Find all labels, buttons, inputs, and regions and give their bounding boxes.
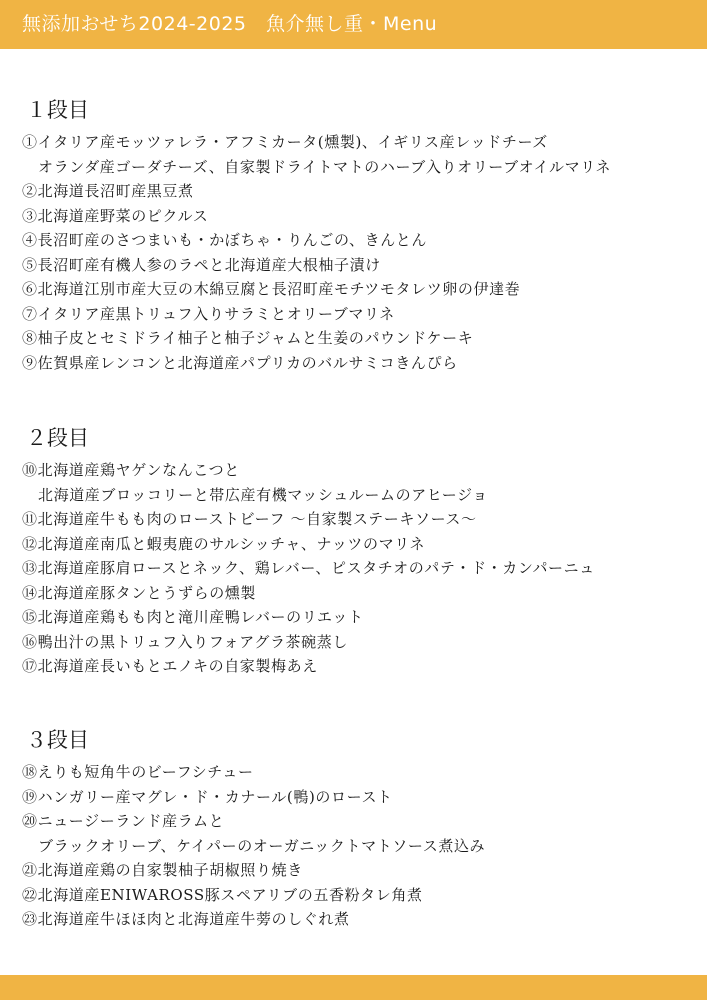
menu-item-continuation: ブラックオリーブ、ケイパーのオーガニックトマトソース煮込み — [38, 836, 486, 855]
menu-item-continuation: オランダ産ゴーダチーズ、自家製ドライトマトのハーブ入りオリーブオイルマリネ — [38, 157, 612, 176]
menu-item: ⑯鴨出汁の黒トリュフ入りフォアグラ茶碗蒸し — [22, 632, 348, 651]
menu-item: ⑫北海道産南瓜と蝦夷鹿のサルシッチャ、ナッツのマリネ — [22, 534, 426, 553]
menu-item-text: ⑳ニュージーランド産ラムと — [22, 812, 225, 830]
menu-item: ⑥北海道江別市産大豆の木綿豆腐と長沼町産モチツモタレツ卵の伊達巻 — [22, 280, 521, 298]
menu-item-continuation: 北海道産ブロッコリーと帯広産有機マッシュルームのアヒージョ — [38, 485, 489, 504]
menu-item-text: ①イタリア産モッツァレラ・アフミカータ(燻製)、イギリス産レッドチーズ — [22, 133, 548, 151]
menu-item: ⑮北海道産鶏もも肉と滝川産鴨レバーのリエット — [22, 608, 364, 626]
menu-item — [22, 458, 595, 507]
menu-list — [22, 130, 611, 375]
section-tier-1 — [22, 96, 611, 375]
menu-item: ⑭北海道産豚タンとうずらの燻製 — [22, 583, 257, 602]
menu-item: ⑧柚子皮とセミドライ柚子と柚子ジャムと生姜のパウンドケーキ — [22, 329, 474, 347]
menu-item: ㉓北海道産牛ほほ肉と北海道産牛蒡のしぐれ煮 — [22, 910, 350, 928]
menu-item — [22, 809, 485, 858]
menu-list — [22, 458, 595, 679]
menu-item: ⑨佐賀県産レンコンと北海道産パプリカのバルサミコきんぴら — [22, 353, 458, 372]
menu-list — [22, 760, 485, 932]
menu-item: ②北海道長沼町産黒豆煮 — [22, 182, 194, 200]
menu-item: ⑱えりも短角牛のビーフシチュー — [22, 763, 254, 781]
menu-item: ⑪北海道産牛もも肉のローストビーフ ～自家製ステーキソース～ — [22, 510, 477, 528]
menu-item-text: ⑩北海道産鶏ヤゲンなんこつと — [22, 461, 240, 479]
menu-item: ③北海道産野菜のピクルス — [22, 206, 209, 225]
menu-item: ⑲ハンガリー産マグレ・ド・カナール(鴨)のロースト — [22, 787, 393, 806]
menu-item: ⑤長沼町産有機人参のラペと北海道産大根柚子漬け — [22, 255, 381, 274]
section-heading: ２段目 — [26, 426, 89, 450]
header-bar — [0, 0, 707, 49]
menu-item: ⑬北海道産豚肩ロースとネック、鶏レバー、ピスタチオのパテ・ド・カンパーニュ — [22, 559, 595, 577]
section-tier-3 — [22, 726, 485, 932]
menu-item: ④長沼町産のさつまいも・かぼちゃ・りんごの、きんとん — [22, 231, 428, 249]
menu-item: ㉑北海道産鶏の自家製柚子胡椒照り焼き — [22, 861, 303, 879]
menu-item — [22, 130, 611, 179]
menu-item: ⑰北海道産長いもとエノキの自家製梅あえ — [22, 657, 318, 675]
footer-bar — [0, 975, 707, 1000]
menu-item: ㉒北海道産ENIWAROSS豚スペアリブの五香粉タレ角煮 — [22, 885, 423, 904]
section-tier-2 — [22, 424, 595, 679]
section-heading: ３段目 — [26, 728, 89, 752]
page-title: 無添加おせち2024-2025 魚介無し重・Menu — [22, 13, 438, 35]
section-heading: １段目 — [26, 98, 89, 122]
menu-item: ⑦イタリア産黒トリュフ入りサラミとオリーブマリネ — [22, 304, 395, 323]
